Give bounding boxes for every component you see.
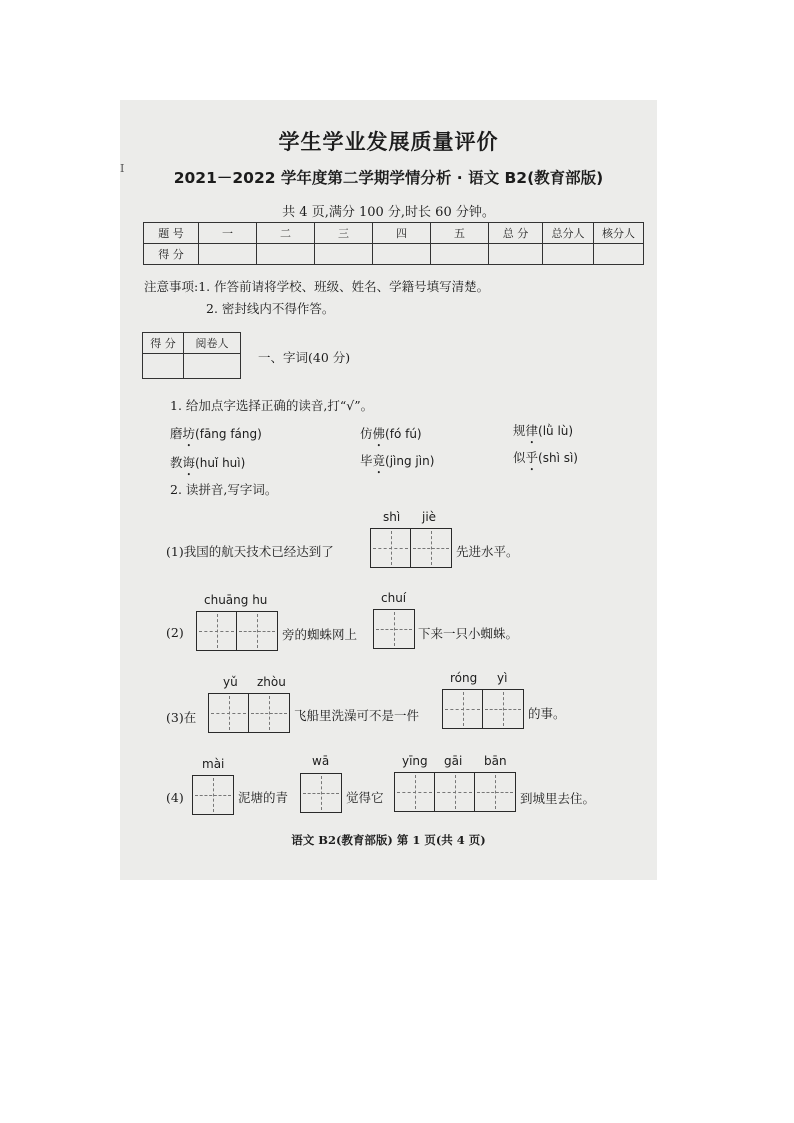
pinyin-options: (fó fú)	[385, 427, 422, 441]
pinyin-options: (huǐ huì)	[195, 456, 246, 470]
score-input-cell[interactable]	[315, 244, 373, 265]
writing-cell[interactable]	[249, 694, 289, 732]
score-header-cell: 四	[373, 223, 431, 244]
pronunciation-item[interactable]	[170, 424, 262, 442]
score-header-cell: 题 号	[144, 223, 199, 244]
sentence-3-num: (3)在	[166, 710, 197, 725]
pinyin-label: róng	[450, 671, 478, 685]
grader-score-label: 得 分	[143, 333, 184, 354]
pronunciation-item[interactable]	[360, 451, 434, 469]
writing-cell[interactable]	[411, 529, 451, 567]
pinyin-options: (shì sì)	[538, 451, 578, 465]
word-char: 教	[170, 455, 183, 470]
score-input-cell[interactable]	[199, 244, 257, 265]
notes-line-1: 注意事项:1. 作答前请将学校、班级、姓名、学籍号填写清楚。	[144, 279, 490, 294]
pinyin-label: yīng	[402, 754, 428, 768]
writing-grid[interactable]	[192, 775, 234, 815]
sentence-2-num: (2)	[166, 625, 184, 640]
grader-name-label: 阅卷人	[184, 333, 241, 354]
pinyin-label: chuí	[381, 591, 407, 605]
pinyin-label: mài	[202, 757, 225, 771]
score-header-cell: 一	[199, 223, 257, 244]
pronunciation-item[interactable]	[513, 448, 578, 466]
writing-cell[interactable]	[371, 529, 411, 567]
exam-subtitle: 2021－2022 学年度第二学期学情分析 · 语文 B2(教育部版)	[173, 169, 604, 187]
grader-table	[142, 332, 241, 379]
pronunciation-item[interactable]	[360, 424, 422, 442]
writing-cell[interactable]	[197, 612, 237, 650]
sentence-1-text: (1)我国的航天技术已经达到了	[166, 544, 334, 559]
writing-cell[interactable]	[435, 773, 475, 811]
pinyin-label: bān	[484, 754, 507, 768]
sentence-3-end: 的事。	[528, 706, 566, 721]
word-char: 仿	[360, 426, 373, 441]
dotted-char: 乎	[525, 450, 539, 465]
pinyin-label: chuāng hu	[204, 593, 268, 607]
dotted-char: 竟	[372, 453, 386, 468]
pinyin-options: (lǜ lù)	[538, 424, 574, 438]
notes-line-2: 2. 密封线内不得作答。	[206, 301, 335, 316]
word-char: 似	[513, 450, 526, 465]
pinyin-label: gāi	[444, 754, 463, 768]
writing-cell[interactable]	[374, 610, 414, 648]
word-char: 磨	[170, 426, 183, 441]
writing-cell[interactable]	[193, 776, 233, 814]
notes	[144, 276, 489, 320]
pinyin-label: zhòu	[257, 675, 286, 689]
dotted-char: 坊	[182, 426, 196, 441]
sentence-3-mid: 飞船里洗澡可不是一件	[294, 708, 420, 723]
exam-info: 共 4 页,满分 100 分,时长 60 分钟。	[282, 205, 495, 220]
sentence-4-end: 到城里去住。	[520, 791, 596, 806]
writing-grid[interactable]	[196, 611, 278, 651]
sentence-2-mid: 旁的蜘蛛网上	[282, 627, 358, 642]
pinyin-label: yì	[497, 671, 508, 685]
pinyin-label: shì	[383, 510, 401, 524]
score-header-cell: 五	[431, 223, 489, 244]
grader-name-cell[interactable]	[184, 354, 241, 379]
pinyin-label: wā	[312, 754, 330, 768]
score-header-row	[144, 223, 644, 244]
writing-cell[interactable]	[237, 612, 277, 650]
writing-cell[interactable]	[209, 694, 249, 732]
score-input-cell[interactable]	[257, 244, 315, 265]
writing-grid[interactable]	[373, 609, 415, 649]
score-label-cell: 得 分	[144, 244, 199, 265]
writing-cell[interactable]	[395, 773, 435, 811]
score-input-cell[interactable]	[594, 244, 644, 265]
page-title: 学生学业发展质量评价	[278, 129, 499, 154]
sentence-4-mid-2: 觉得它	[346, 790, 384, 805]
writing-grid[interactable]	[208, 693, 290, 733]
pinyin-label: jiè	[422, 510, 437, 524]
writing-cell[interactable]	[483, 690, 523, 728]
section-heading: 一、字词(40 分)	[258, 350, 351, 365]
score-table	[143, 222, 644, 265]
question-2-prompt: 2. 读拼音,写字词。	[170, 482, 278, 497]
score-input-cell[interactable]	[489, 244, 543, 265]
writing-grid[interactable]	[300, 773, 342, 813]
sentence-2-end: 下来一只小蜘蛛。	[418, 626, 519, 641]
word-char: 规	[513, 423, 526, 438]
writing-cell[interactable]	[443, 690, 483, 728]
score-value-row	[144, 244, 644, 265]
question-1-prompt: 1. 给加点字选择正确的读音,打“√”。	[170, 398, 374, 413]
score-input-cell[interactable]	[431, 244, 489, 265]
writing-grid[interactable]	[394, 772, 516, 812]
sentence-4-mid-1: 泥塘的青	[238, 790, 289, 805]
exam-sheet	[120, 100, 657, 880]
page-footer: 语文 B2(教育部版) 第 1 页(共 4 页)	[291, 833, 486, 847]
score-header-cell: 三	[315, 223, 373, 244]
dotted-char: 律	[525, 423, 539, 438]
word-char: 毕	[360, 453, 373, 468]
score-header-cell: 总分人	[543, 223, 594, 244]
writing-grid[interactable]	[370, 528, 452, 568]
score-input-cell[interactable]	[373, 244, 431, 265]
sentence-1-end: 先进水平。	[456, 544, 519, 559]
dotted-char: 佛	[372, 426, 386, 441]
writing-grid[interactable]	[442, 689, 524, 729]
pronunciation-item[interactable]	[513, 421, 573, 439]
score-header-cell: 核分人	[594, 223, 644, 244]
margin-mark: I	[120, 162, 125, 175]
dotted-char: 诲	[182, 455, 196, 470]
pronunciation-item[interactable]	[170, 453, 245, 471]
grader-score-cell[interactable]	[143, 354, 184, 379]
pinyin-options: (jìng jìn)	[385, 454, 435, 468]
score-input-cell[interactable]	[543, 244, 594, 265]
writing-cell[interactable]	[475, 773, 515, 811]
score-header-cell: 总 分	[489, 223, 543, 244]
sentence-4-num: (4)	[166, 790, 184, 805]
pinyin-options: (fāng fáng)	[195, 427, 262, 441]
writing-cell[interactable]	[301, 774, 341, 812]
pinyin-label: yǔ	[223, 675, 238, 689]
score-header-cell: 二	[257, 223, 315, 244]
